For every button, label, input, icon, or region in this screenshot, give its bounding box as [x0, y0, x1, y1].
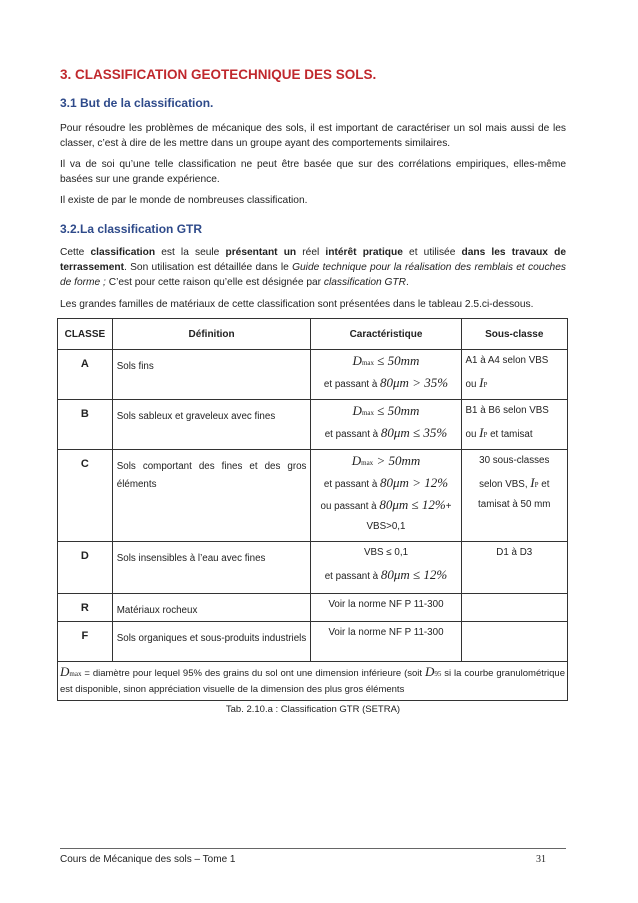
- table-header-row: [58, 319, 568, 350]
- characteristic-line: Dmax > 50mm: [351, 453, 421, 468]
- gtr-table: [57, 318, 568, 701]
- definition-cell: Sols fins: [116, 361, 154, 372]
- characteristic-line: et passant à 80μm ≤ 35%: [324, 425, 448, 440]
- header-caracteristique: Caractéristique: [311, 319, 461, 350]
- classe-cell: F: [81, 630, 89, 642]
- footer-course-title: Cours de Mécanique des sols – Tome 1: [60, 854, 236, 865]
- characteristic-line: et passant à 80μm > 35%: [323, 375, 449, 390]
- header-definition: Définition: [112, 319, 311, 350]
- section-heading: 3. CLASSIFICATION GEOTECHNIQUE DES SOLS.: [60, 67, 377, 82]
- definition-cell: Sols comportant des fines et des gros éléments: [116, 461, 307, 490]
- definition-cell: Sols organiques et sous-produits industriels: [116, 633, 307, 644]
- header-classe: CLASSE: [58, 319, 113, 350]
- table-row: [58, 542, 568, 594]
- table-note-row: [58, 662, 568, 701]
- classe-cell: B: [80, 408, 89, 420]
- classe-cell: R: [80, 602, 89, 614]
- footer-divider: [60, 848, 566, 849]
- table-row: [58, 350, 568, 400]
- paragraph-3-2-b: Les grandes familles de matériaux de cette classification sont présentées dans le tableau 2.5.ci-dessous.: [60, 299, 534, 310]
- subclass-line: B1 à B6 selon VBS: [465, 405, 549, 416]
- definition-cell: Matériaux rocheux: [116, 605, 198, 616]
- subclass-line: D1 à D3: [496, 547, 533, 558]
- subclass-line: ou IP et tamisat: [465, 425, 533, 440]
- subclass-line: tamisat à 50 mm: [478, 499, 551, 510]
- subsection-title-3-1: 3.1 But de la classification.: [60, 96, 214, 110]
- characteristic-line: Dmax ≤ 50mm: [352, 403, 420, 418]
- table-note: Dmax = diamètre pour lequel 95% des grains du sol ont une dimension inférieure (soit D95 si la courbe granulométrique est disponible, sinon appréciation visuelle de la dimension des plus gros éléments: [60, 664, 565, 695]
- characteristic-line: et passant à 80μm ≤ 12%: [324, 567, 448, 582]
- table-row: [58, 594, 568, 622]
- table-row: [58, 400, 568, 450]
- characteristic-line: ou passant à 80μm ≤ 12%+: [320, 497, 452, 512]
- paragraph-3-1-a: Pour résoudre les problèmes de mécanique des sols, il est important de caractériser un sol mais aussi de les classer, c’est à dire de les mettre dans un groupe ayant des comportements similaires.: [60, 123, 566, 149]
- header-sous-classe: Sous-classe: [461, 319, 567, 350]
- paragraph-3-1-c: Il existe de par le monde de nombreuses classification.: [60, 195, 308, 206]
- subclass-line: ou IP: [465, 375, 488, 390]
- classe-cell: C: [80, 458, 89, 470]
- subclass-line: selon VBS, IP et: [479, 475, 550, 490]
- subclass-line: 30 sous-classes: [479, 455, 550, 466]
- characteristic-line: VBS>0,1: [366, 521, 406, 532]
- classe-cell: A: [80, 358, 89, 370]
- characteristic-line: et passant à 80μm > 12%: [323, 475, 449, 490]
- paragraph-3-1-b: Il va de soi qu’une telle classification ne peut être basée que sur des corrélations empiriques, elles-même basées sur une grande expérience.: [60, 159, 566, 185]
- characteristic-line: VBS ≤ 0,1: [363, 547, 409, 558]
- definition-cell: Sols sableux et graveleux avec fines: [116, 411, 276, 422]
- paragraph-3-2-a: Cette classification est la seule présentant un réel intérêt pratique et utilisée dans les travaux de terrassement. Son utilisation est détaillée dans le Guide technique pour la réalisation des remblais et couches de forme ; C’est pour cette raison qu’elle est désignée par classification GTR.: [60, 247, 566, 288]
- page-number: 31: [536, 854, 546, 865]
- table-row: [58, 622, 568, 662]
- classe-cell: D: [80, 550, 89, 562]
- definition-cell: Sols insensibles à l’eau avec fines: [116, 553, 266, 564]
- subsection-title-3-2: 3.2.La classification GTR: [60, 222, 203, 236]
- subclass-line: A1 à A4 selon VBS: [465, 355, 549, 366]
- table-caption: Tab. 2.10.a : Classification GTR (SETRA): [225, 704, 401, 715]
- characteristic-line: Voir la norme NF P 11-300: [328, 627, 444, 638]
- table-row: [58, 450, 568, 542]
- characteristic-line: Dmax ≤ 50mm: [352, 353, 420, 368]
- characteristic-line: Voir la norme NF P 11-300: [328, 599, 444, 610]
